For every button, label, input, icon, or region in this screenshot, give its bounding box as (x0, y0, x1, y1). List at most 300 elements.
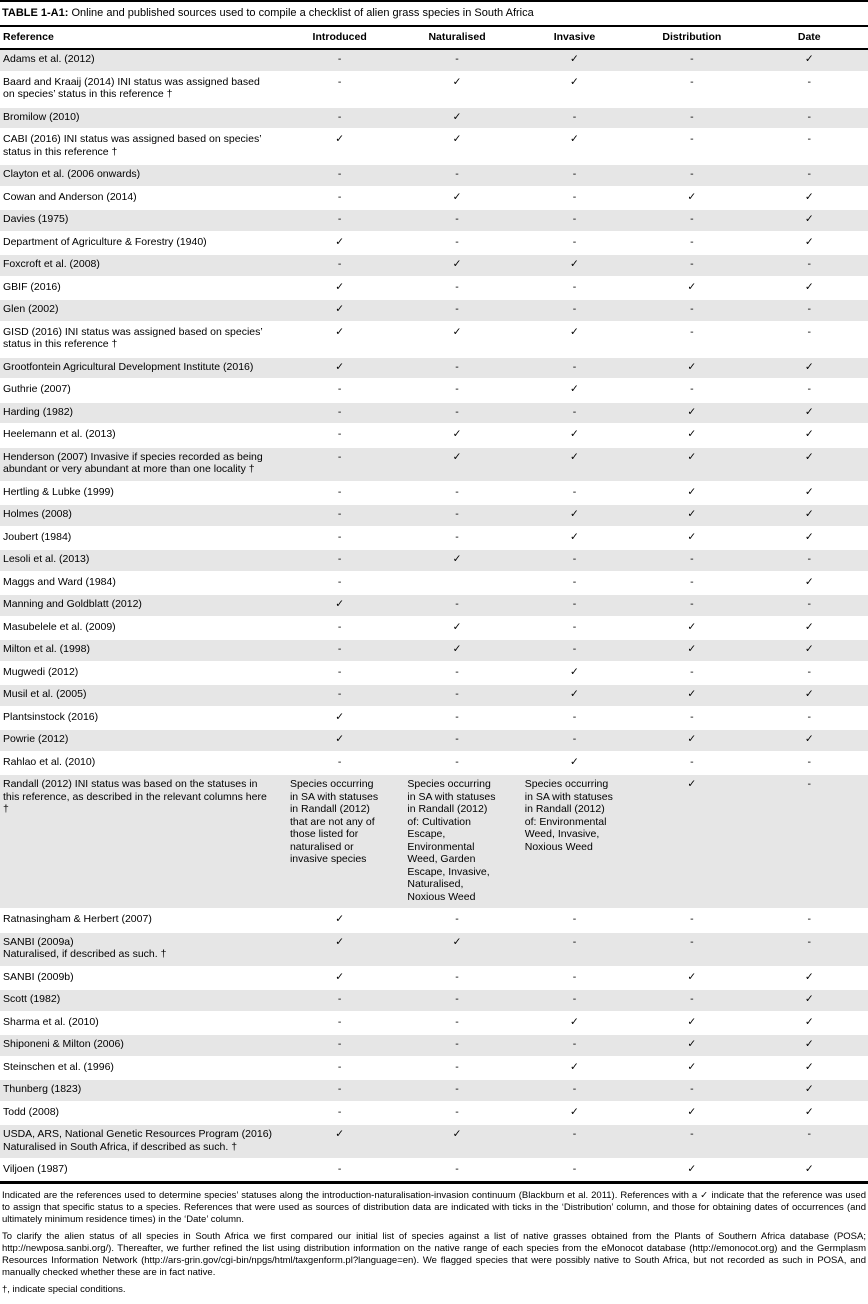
reference-cell: Heelemann et al. (2013) (0, 424, 281, 447)
check-cell: ✓ (633, 684, 750, 707)
dash-cell: - (281, 549, 398, 572)
check-cell: ✓ (281, 967, 398, 990)
reference-cell: Lesoli et al. (2013) (0, 549, 281, 572)
check-cell: ✓ (516, 752, 633, 775)
reference-cell: Holmes (2008) (0, 504, 281, 527)
check-cell: ✓ (398, 549, 515, 572)
reference-cell: Adams et al. (2012) (0, 49, 281, 72)
table-row (0, 504, 868, 527)
check-cell: ✓ (751, 1102, 868, 1125)
reference-cell: Milton et al. (1998) (0, 639, 281, 662)
check-cell: ✓ (751, 989, 868, 1012)
reference-cell: Grootfontein Agricultural Development Institute (2016) (0, 357, 281, 380)
table-header (0, 27, 868, 49)
table-row (0, 684, 868, 707)
dash-cell: - (751, 379, 868, 402)
check-cell: ✓ (633, 447, 750, 482)
dash-cell: - (751, 752, 868, 775)
dash-cell: - (633, 49, 750, 72)
reference-cell: Plantsinstock (2016) (0, 707, 281, 730)
table-row (0, 639, 868, 662)
dash-cell: - (633, 209, 750, 232)
reference-cell: Steinschen et al. (1996) (0, 1057, 281, 1080)
dash-cell: - (281, 639, 398, 662)
check-cell: ✓ (398, 639, 515, 662)
dash-cell: - (281, 424, 398, 447)
table-row (0, 164, 868, 187)
table-row (0, 1124, 868, 1159)
dash-cell: - (516, 549, 633, 572)
dash-cell: - (398, 49, 515, 72)
check-cell: ✓ (516, 1102, 633, 1125)
check-cell: ✓ (398, 424, 515, 447)
dash-cell: - (516, 357, 633, 380)
table-row (0, 1079, 868, 1102)
dash-cell: - (398, 989, 515, 1012)
dash-cell: - (516, 164, 633, 187)
check-cell: ✓ (633, 1034, 750, 1057)
table-row (0, 1159, 868, 1182)
dash-cell: - (281, 72, 398, 107)
table-row (0, 299, 868, 322)
dash-cell: - (281, 527, 398, 550)
reference-cell: Ratnasingham & Herbert (2007) (0, 909, 281, 932)
table-row (0, 617, 868, 640)
column-header-introduced: Introduced (281, 27, 398, 49)
reference-cell: Glen (2002) (0, 299, 281, 322)
check-cell: ✓ (516, 379, 633, 402)
dash-cell: - (751, 72, 868, 107)
check-cell: ✓ (516, 49, 633, 72)
dash-cell: - (633, 549, 750, 572)
dash-cell: - (751, 594, 868, 617)
dash-cell: - (398, 1159, 515, 1182)
dash-cell: - (281, 209, 398, 232)
dash-cell: - (281, 1012, 398, 1035)
dash-cell: - (516, 572, 633, 595)
reference-cell: Viljoen (1987) (0, 1159, 281, 1182)
reference-cell: Henderson (2007) Invasive if species recorded as being abundant or very abundant at more than one locality † (0, 447, 281, 482)
dash-cell: - (281, 1102, 398, 1125)
dash-cell: - (398, 379, 515, 402)
table-row (0, 774, 868, 909)
dash-cell: - (633, 989, 750, 1012)
dash-cell: - (633, 707, 750, 730)
dash-cell: - (398, 909, 515, 932)
status-text-cell: Species occurring in SA with statuses in Randall (2012) that are not any of those listed for naturalised or invasive species (281, 774, 398, 909)
dash-cell: - (398, 729, 515, 752)
table-row (0, 1034, 868, 1057)
check-cell: ✓ (751, 527, 868, 550)
table-row (0, 1012, 868, 1035)
table-row (0, 277, 868, 300)
table-row (0, 379, 868, 402)
dash-cell: - (398, 299, 515, 322)
dash-cell: - (281, 254, 398, 277)
footnote-methods: To clarify the alien status of all species in South Africa we first compared our initial list of species against a list of native grasses obtained from the Plants of Southern Africa database (POSA; http://newposa.sanbi.org/). Thereafter, we further refined the list using distribution information on the native range of each species from the eMonocot database (http://emonocot.org) and the Germplasm Resources Information Network (http://ars-grin.gov/cgi-bin/npgs/html/taxgenform.pl?language=en). We flagged species that were possibly native to South Africa, but not recorded as such in POSA, and manually checked whether these are in fact native. (2, 1230, 866, 1278)
check-cell: ✓ (398, 187, 515, 210)
table-row (0, 1057, 868, 1080)
dash-cell: - (633, 254, 750, 277)
column-header-distribution: Distribution (633, 27, 750, 49)
check-cell: ✓ (751, 277, 868, 300)
reference-cell: Todd (2008) (0, 1102, 281, 1125)
dash-cell: - (398, 357, 515, 380)
check-cell: ✓ (281, 909, 398, 932)
check-cell: ✓ (751, 1057, 868, 1080)
check-cell: ✓ (751, 424, 868, 447)
dash-cell: - (633, 379, 750, 402)
table-row (0, 232, 868, 255)
check-cell: ✓ (751, 639, 868, 662)
status-text-cell: Species occurring in SA with statuses in Randall (2012) of: Cultivation Escape, Environmental Weed, Garden Escape, Invasive, Naturalised, Noxious Weed (398, 774, 515, 909)
dash-cell: - (751, 129, 868, 164)
check-cell: ✓ (751, 1034, 868, 1057)
dash-cell: - (516, 1079, 633, 1102)
dash-cell: - (633, 909, 750, 932)
table-row (0, 527, 868, 550)
table-row (0, 72, 868, 107)
table-row (0, 932, 868, 967)
dash-cell: - (398, 594, 515, 617)
check-cell: ✓ (751, 402, 868, 425)
check-cell: ✓ (751, 49, 868, 72)
reference-cell: Guthrie (2007) (0, 379, 281, 402)
check-cell: ✓ (633, 729, 750, 752)
dash-cell: - (516, 594, 633, 617)
table-row (0, 572, 868, 595)
dash-cell: - (751, 322, 868, 357)
footnote-dagger-note: †, indicate special conditions. (2, 1283, 126, 1295)
dash-cell: - (751, 909, 868, 932)
check-cell: ✓ (398, 107, 515, 130)
reference-cell: Musil et al. (2005) (0, 684, 281, 707)
table-caption: Online and published sources used to compile a checklist of alien grass species in South Africa (71, 7, 534, 19)
table-row (0, 424, 868, 447)
check-cell: ✓ (751, 357, 868, 380)
check-cell: ✓ (633, 504, 750, 527)
dash-cell: - (398, 967, 515, 990)
table-row (0, 49, 868, 72)
reference-cell: Thunberg (1823) (0, 1079, 281, 1102)
check-cell: ✓ (633, 639, 750, 662)
dash-cell: - (633, 1124, 750, 1159)
dash-cell: - (516, 617, 633, 640)
check-cell: ✓ (281, 129, 398, 164)
reference-cell: SANBI (2009b) (0, 967, 281, 990)
check-cell: ✓ (633, 617, 750, 640)
dash-cell: - (281, 447, 398, 482)
dash-cell: - (516, 277, 633, 300)
dash-cell: - (633, 752, 750, 775)
check-cell: ✓ (516, 1057, 633, 1080)
check-cell: ✓ (751, 1012, 868, 1035)
check-cell: ✓ (751, 572, 868, 595)
check-cell: ✓ (398, 617, 515, 640)
check-cell: ✓ (633, 967, 750, 990)
check-cell: ✓ (516, 527, 633, 550)
dash-cell: - (516, 932, 633, 967)
reference-cell: Scott (1982) (0, 989, 281, 1012)
check-cell: ✓ (633, 527, 750, 550)
check-cell: ✓ (633, 1102, 750, 1125)
table-row (0, 729, 868, 752)
check-cell: ✓ (398, 129, 515, 164)
table-body (0, 49, 868, 1182)
check-cell: ✓ (516, 72, 633, 107)
dash-cell: - (751, 107, 868, 130)
dash-cell: - (751, 662, 868, 685)
reference-cell: Powrie (2012) (0, 729, 281, 752)
dash-cell: - (281, 504, 398, 527)
check-cell: ✓ (281, 357, 398, 380)
dash-cell: - (398, 232, 515, 255)
check-cell: ✓ (398, 932, 515, 967)
dash-cell: - (398, 662, 515, 685)
dash-cell: - (751, 932, 868, 967)
reference-cell: GISD (2016) INI status was assigned based on species’ status in this reference † (0, 322, 281, 357)
check-cell: ✓ (751, 187, 868, 210)
check-cell: ✓ (633, 357, 750, 380)
dash-cell: - (633, 164, 750, 187)
dash-cell: - (516, 909, 633, 932)
check-cell: ✓ (516, 684, 633, 707)
dash-cell: - (516, 1034, 633, 1057)
reference-cell: Davies (1975) (0, 209, 281, 232)
dash-cell: - (281, 752, 398, 775)
dash-cell: - (398, 1102, 515, 1125)
dash-cell: - (281, 572, 398, 595)
check-cell: ✓ (751, 209, 868, 232)
reference-cell: Harding (1982) (0, 402, 281, 425)
check-cell: ✓ (516, 662, 633, 685)
table-row (0, 909, 868, 932)
table-row (0, 482, 868, 505)
table-row (0, 254, 868, 277)
check-cell: ✓ (633, 774, 750, 909)
dash-cell: - (751, 299, 868, 322)
check-cell: ✓ (516, 447, 633, 482)
reference-cell: Masubelele et al. (2009) (0, 617, 281, 640)
table-row (0, 187, 868, 210)
table-row (0, 357, 868, 380)
dash-cell: - (516, 707, 633, 730)
dash-cell: - (398, 277, 515, 300)
reference-cell: Mugwedi (2012) (0, 662, 281, 685)
reference-cell: GBIF (2016) (0, 277, 281, 300)
check-cell: ✓ (633, 1057, 750, 1080)
reference-cell: Randall (2012) INI status was based on the statuses in this reference, as described in the relevant columns here † (0, 774, 281, 909)
check-cell: ✓ (516, 504, 633, 527)
reference-cell: USDA, ARS, National Genetic Resources Program (2016) Naturalised in South Africa, if described as such. † (0, 1124, 281, 1159)
check-cell: ✓ (281, 322, 398, 357)
check-cell: ✓ (281, 232, 398, 255)
dash-cell: - (751, 164, 868, 187)
dash-cell: - (281, 617, 398, 640)
dash-cell: - (398, 707, 515, 730)
reference-cell: Clayton et al. (2006 onwards) (0, 164, 281, 187)
check-cell: ✓ (398, 254, 515, 277)
table-row (0, 662, 868, 685)
check-cell: ✓ (281, 277, 398, 300)
table-row (0, 707, 868, 730)
dash-cell: - (398, 1079, 515, 1102)
dash-cell: - (633, 932, 750, 967)
check-cell: ✓ (281, 1124, 398, 1159)
reference-cell: Cowan and Anderson (2014) (0, 187, 281, 210)
dash-cell: - (633, 232, 750, 255)
dash-cell: - (633, 662, 750, 685)
table-row (0, 447, 868, 482)
check-cell: ✓ (516, 1012, 633, 1035)
dash-cell: - (751, 549, 868, 572)
check-cell: ✓ (398, 322, 515, 357)
table-row (0, 107, 868, 130)
check-cell: ✓ (633, 187, 750, 210)
dash-cell: - (281, 379, 398, 402)
dash-cell: - (516, 967, 633, 990)
dash-cell: - (751, 1124, 868, 1159)
check-cell: ✓ (751, 1079, 868, 1102)
reference-cell: SANBI (2009a) Naturalised, if described as such. † (0, 932, 281, 967)
dash-cell: - (281, 482, 398, 505)
dash-cell: - (633, 107, 750, 130)
reference-cell: Sharma et al. (2010) (0, 1012, 281, 1035)
dash-cell: - (516, 482, 633, 505)
reference-cell: Bromilow (2010) (0, 107, 281, 130)
dash-cell: - (516, 209, 633, 232)
dash-cell: - (398, 1057, 515, 1080)
check-cell: ✓ (633, 402, 750, 425)
check-cell: ✓ (516, 322, 633, 357)
dash-cell: - (633, 594, 750, 617)
check-cell: ✓ (281, 594, 398, 617)
reference-cell: Joubert (1984) (0, 527, 281, 550)
check-cell: ✓ (633, 424, 750, 447)
table-row (0, 967, 868, 990)
check-cell: ✓ (281, 729, 398, 752)
dash-cell: - (516, 1124, 633, 1159)
table-row (0, 989, 868, 1012)
dash-cell: - (281, 49, 398, 72)
dash-cell: - (633, 72, 750, 107)
check-cell: ✓ (751, 232, 868, 255)
dash-cell: - (281, 1079, 398, 1102)
reference-cell: CABI (2016) INI status was assigned based on species’ status in this reference † (0, 129, 281, 164)
check-cell: ✓ (633, 1159, 750, 1182)
reference-cell: Department of Agriculture & Forestry (1940) (0, 232, 281, 255)
dash-cell: - (516, 989, 633, 1012)
reference-cell: Hertling & Lubke (1999) (0, 482, 281, 505)
check-cell: ✓ (751, 482, 868, 505)
dash-cell: - (398, 209, 515, 232)
dash-cell: - (281, 164, 398, 187)
dash-cell: - (398, 482, 515, 505)
reference-cell: Baard and Kraaij (2014) INI status was assigned based on species’ status in this reference † (0, 72, 281, 107)
table-row (0, 129, 868, 164)
check-cell: ✓ (751, 684, 868, 707)
check-cell: ✓ (281, 932, 398, 967)
check-cell: ✓ (398, 447, 515, 482)
dash-cell: - (633, 572, 750, 595)
check-cell: ✓ (633, 277, 750, 300)
check-cell: ✓ (516, 424, 633, 447)
check-cell: ✓ (281, 299, 398, 322)
dash-cell: - (516, 299, 633, 322)
dash-cell: - (516, 402, 633, 425)
dash-cell: - (516, 187, 633, 210)
dash-cell: - (398, 684, 515, 707)
dash-cell: - (398, 164, 515, 187)
dash-cell: - (751, 774, 868, 909)
dash-cell: - (516, 639, 633, 662)
table-footnotes (0, 1184, 868, 1304)
check-cell: ✓ (516, 254, 633, 277)
dash-cell: - (398, 752, 515, 775)
table-row (0, 549, 868, 572)
dash-cell: - (281, 107, 398, 130)
dash-cell: - (398, 402, 515, 425)
reference-cell: Rahlao et al. (2010) (0, 752, 281, 775)
reference-cell: Maggs and Ward (1984) (0, 572, 281, 595)
table-row (0, 752, 868, 775)
table-label: TABLE 1-A1: (2, 7, 69, 19)
check-cell: ✓ (398, 1124, 515, 1159)
dash-cell: - (281, 1057, 398, 1080)
dash-cell: - (516, 1159, 633, 1182)
footnote-legend: Indicated are the references used to determine species’ statuses along the introduction-naturalisation-invasion continuum (Blackburn et al. 2011). References with a ✓ indicate that the reference was used to assign that specific status to a species. References that were used as sources of distribution data are indicated with ticks in the ‘Distribution’ column, and those for obtaining dates of occurrences (and ultimately minimum residence times) in the ‘Date’ column. (2, 1189, 866, 1225)
column-header-naturalised: Naturalised (398, 27, 515, 49)
empty-cell (398, 572, 515, 595)
dash-cell: - (633, 322, 750, 357)
check-cell: ✓ (281, 707, 398, 730)
dash-cell: - (281, 402, 398, 425)
check-cell: ✓ (751, 1159, 868, 1182)
table-row (0, 322, 868, 357)
dash-cell: - (281, 1159, 398, 1182)
column-header-reference: Reference (0, 27, 281, 49)
dash-cell: - (633, 299, 750, 322)
check-cell: ✓ (751, 729, 868, 752)
table-row (0, 402, 868, 425)
dash-cell: - (281, 662, 398, 685)
check-cell: ✓ (516, 129, 633, 164)
check-cell: ✓ (633, 482, 750, 505)
table-title (0, 0, 868, 27)
reference-cell: Shiponeni & Milton (2006) (0, 1034, 281, 1057)
dash-cell: - (516, 729, 633, 752)
dash-cell: - (398, 1012, 515, 1035)
dash-cell: - (516, 107, 633, 130)
dash-cell: - (398, 1034, 515, 1057)
dash-cell: - (281, 187, 398, 210)
check-cell: ✓ (633, 1012, 750, 1035)
dash-cell: - (516, 232, 633, 255)
check-cell: ✓ (751, 447, 868, 482)
sources-table (0, 27, 868, 1184)
dash-cell: - (751, 707, 868, 730)
reference-cell: Foxcroft et al. (2008) (0, 254, 281, 277)
dash-cell: - (633, 129, 750, 164)
table-row (0, 209, 868, 232)
column-header-invasive: Invasive (516, 27, 633, 49)
dash-cell: - (751, 254, 868, 277)
check-cell: ✓ (751, 617, 868, 640)
column-header-date: Date (751, 27, 868, 49)
table-row (0, 1102, 868, 1125)
status-text-cell: Species occurring in SA with statuses in Randall (2012) of: Environmental Weed, Invasive, Noxious Weed (516, 774, 633, 909)
reference-cell: Manning and Goldblatt (2012) (0, 594, 281, 617)
